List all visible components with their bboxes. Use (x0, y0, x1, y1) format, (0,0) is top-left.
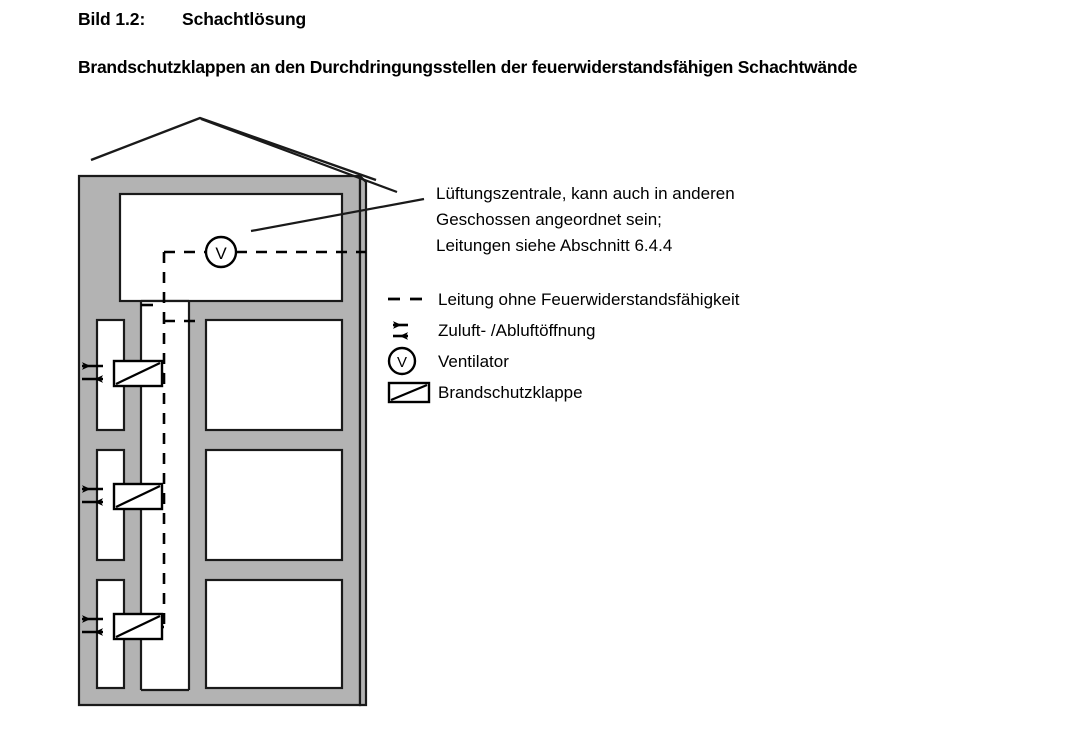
fan-circle-v-icon (386, 346, 438, 377)
room-right-floor-1 (206, 580, 342, 688)
legend-label-duct: Leitung ohne Feuerwiderstandsfähigkeit (438, 289, 740, 309)
room-right-floor-2 (206, 450, 342, 560)
dashed-line-icon (386, 284, 438, 315)
callout-line-2: Geschossen angeordnet sein; (436, 210, 662, 229)
supply-exhaust-arrows-icon (386, 315, 438, 346)
roof-outline (91, 118, 376, 180)
legend-label-air-opening: Zuluft- /Abluftöffnung (438, 320, 596, 340)
fire-damper-floor-3 (114, 361, 162, 386)
legend-label-fire-damper: Brandschutzklappe (438, 382, 583, 402)
fire-damper-icon (386, 377, 438, 408)
fire-damper-icon-svg (386, 377, 438, 408)
callout-text-block (436, 181, 735, 259)
legend-item-fire-damper (386, 377, 739, 408)
legend (386, 284, 739, 408)
right-outer-wall (360, 176, 366, 705)
svg-text:V: V (396, 354, 408, 371)
fire-damper-floor-1 (114, 614, 162, 639)
legend-item-air-opening (386, 315, 739, 346)
dashed-line-icon-svg (386, 284, 438, 315)
callout-line-3: Leitungen siehe Abschnitt 6.4.4 (436, 236, 673, 255)
room-right-floor-3 (206, 320, 342, 430)
fire-damper-floor-2 (114, 484, 162, 509)
supply-exhaust-arrows-icon-svg (386, 315, 438, 346)
fan-symbol (206, 237, 236, 267)
figure-label: Bild 1.2: (78, 9, 146, 29)
fan-letter: V (215, 244, 227, 263)
figure-caption-text: Schachtlösung (182, 9, 307, 29)
legend-label-fan: Ventilator (438, 351, 509, 371)
callout-line-1: Lüftungszentrale, kann auch in anderen (436, 184, 735, 203)
figure-subtitle: Brandschutzklappen an den Durchdringungsstellen der feuerwiderstandsfähigen Schachtwände (78, 57, 858, 77)
legend-item-duct (386, 284, 739, 315)
legend-item-fan (386, 346, 739, 377)
fan-circle-v-icon-svg (386, 346, 438, 377)
